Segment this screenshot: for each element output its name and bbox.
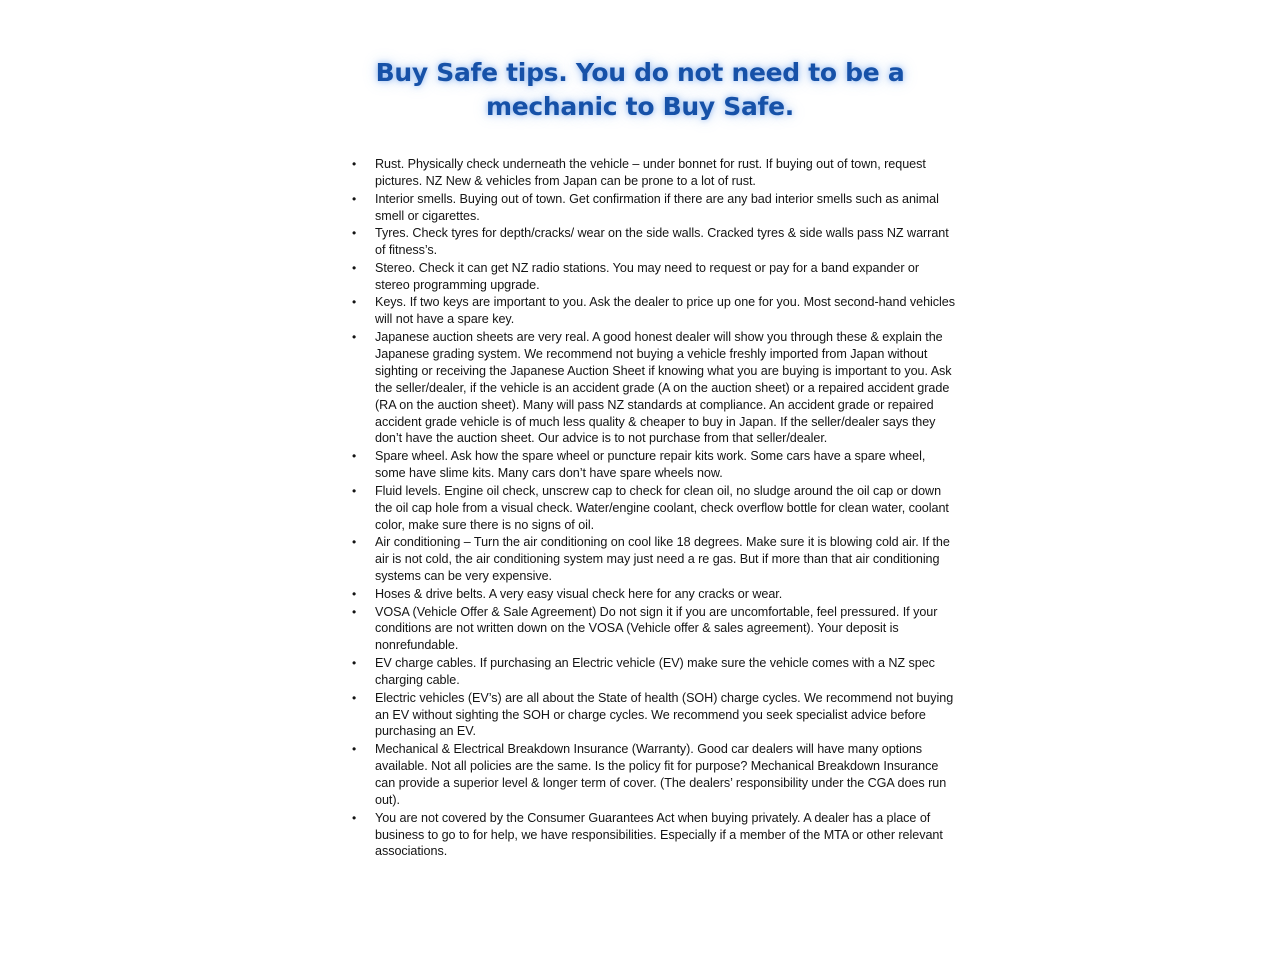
tips-list: [352, 156, 956, 861]
list-item: [352, 448, 956, 482]
list-item: [352, 534, 956, 585]
list-item: [352, 191, 956, 225]
list-item: [352, 810, 956, 861]
page-title: Buy Safe tips. You do not need to be a mechanic to Buy Safe.: [375, 58, 905, 121]
list-item: [352, 690, 956, 741]
bullet-icon: •: [352, 191, 357, 206]
list-item: [352, 604, 956, 655]
bullet-icon: •: [352, 449, 357, 464]
tip-text: Air conditioning – Turn the air conditioning on cool like 18 degrees. Make sure it is blowing cold air. If the air is not cold, the air conditioning system may just need a re gas. But if more than that air conditioning systems can be very expensive.: [375, 535, 950, 584]
tip-text: Keys. If two keys are important to you. Ask the dealer to price up one for you. Most second-hand vehicles will not have a spare key.: [375, 295, 955, 327]
list-item: [352, 741, 956, 809]
tip-text: Rust. Physically check underneath the vehicle – under bonnet for rust. If buying out of town, request pictures. NZ New & vehicles from Japan can be prone to a lot of rust.: [375, 157, 926, 188]
tip-text: VOSA (Vehicle Offer & Sale Agreement) Do not sign it if you are uncomfortable, feel pressured. If your conditions are not written down on the VOSA (Vehicle offer & sales agreement). Your deposit is nonrefundable.: [375, 604, 938, 653]
bullet-icon: •: [352, 690, 357, 705]
tip-text: Japanese auction sheets are very real. A good honest dealer will show you through these & explain the Japanese grading system. We recommend not buying a vehicle freshly imported from Japan without sighting or receiving the Japanese Auction Sheet if knowing what you are buying is important to you. Ask the seller/dealer, if the vehicle is an accident grade (A on the auction sheet) or a repaired accident grade (RA on the auction sheet). Many will pass NZ standards at compliance. An accident grade or repaired accident grade vehicle is of much less quality & cheaper to buy in Japan. If the seller/dealer says they don’t have the auction sheet. Our advice is to not purchase from that seller/dealer.: [375, 330, 952, 446]
tip-text: Interior smells. Buying out of town. Get confirmation if there are any bad interior smells such as animal smell or cigarettes.: [375, 191, 939, 223]
bullet-icon: •: [352, 295, 357, 310]
tip-text: Fluid levels. Engine oil check, unscrew cap to check for clean oil, no sludge around the oil cap or down the oil cap hole from a visual check. Water/engine coolant, check overflow bottle for clean water, coolant color, make sure there is no signs of oil.: [375, 483, 949, 532]
tip-text: Stereo. Check it can get NZ radio stations. You may need to request or pay for a band expander or stereo programming upgrade.: [375, 260, 920, 292]
list-item: [352, 655, 956, 689]
list-item: [352, 483, 956, 534]
list-item: [352, 156, 956, 190]
bullet-icon: •: [352, 586, 357, 601]
tip-text: You are not covered by the Consumer Guarantees Act when buying privately. A dealer has a place of business to go to for help, we have responsibilities. Especially if a member of the MTA or other relevant associations.: [375, 810, 943, 859]
bullet-icon: •: [352, 226, 357, 241]
bullet-icon: •: [352, 604, 357, 619]
tip-text: Mechanical & Electrical Breakdown Insurance (Warranty). Good car dealers will have many options available. Not all policies are the same. Is the policy fit for purpose? Mechanical Breakdown Insurance can provide a superior level & longer term of cover. (The dealers’ responsibility under the CGA does run out).: [375, 742, 947, 807]
list-item: [352, 329, 956, 447]
list-item: [352, 225, 956, 259]
tip-text: Hoses & drive belts. A very easy visual check here for any cracks or wear.: [375, 586, 783, 601]
bullet-icon: •: [352, 742, 357, 757]
bullet-icon: •: [352, 656, 357, 671]
list-item: [352, 586, 956, 603]
list-item: [352, 260, 956, 294]
bullet-icon: •: [352, 535, 357, 550]
bullet-icon: •: [352, 330, 357, 345]
tip-text: Electric vehicles (EV’s) are all about the State of health (SOH) charge cycles. We recommend not buying an EV without sighting the SOH or charge cycles. We recommend you seek specialist advice before purchasing an EV.: [375, 690, 954, 739]
list-item: [352, 294, 956, 328]
tip-text: Tyres. Check tyres for depth/cracks/ wear on the side walls. Cracked tyres & side walls pass NZ warrant of fitness’s.: [375, 226, 949, 258]
bullet-icon: •: [352, 810, 357, 825]
bullet-icon: •: [352, 483, 357, 498]
tip-text: EV charge cables. If purchasing an Electric vehicle (EV) make sure the vehicle comes with a NZ spec charging cable.: [375, 656, 935, 687]
bullet-icon: •: [352, 157, 357, 171]
bullet-icon: •: [352, 260, 357, 275]
tip-text: Spare wheel. Ask how the spare wheel or puncture repair kits work. Some cars have a spare wheel, some have slime kits. Many cars don’t have spare wheels now.: [375, 449, 926, 481]
